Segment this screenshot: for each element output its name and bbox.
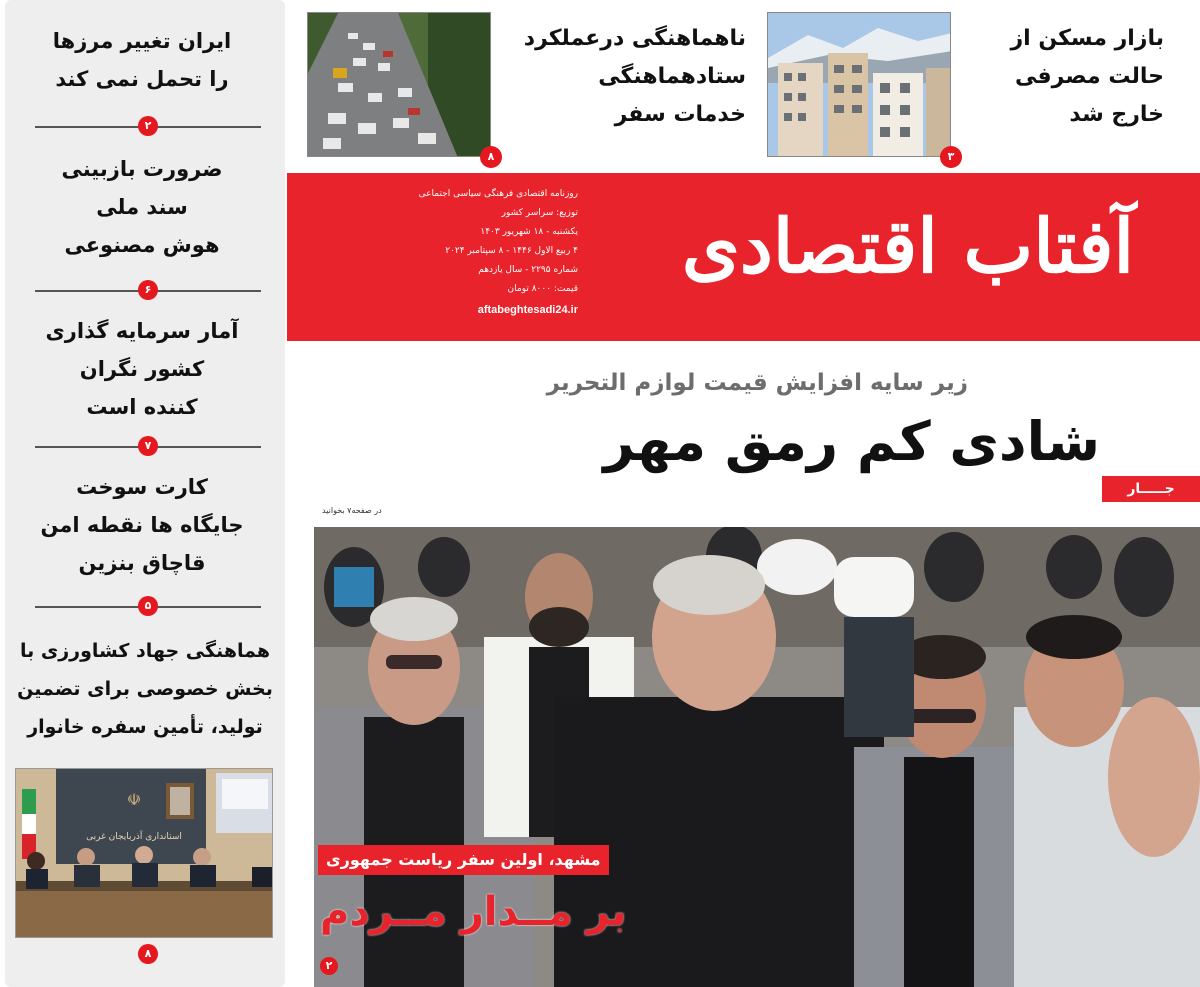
- top-teaser-travel[interactable]: ناهماهنگی درعملکرد ستادهماهنگی خدمات سفر: [523, 26, 746, 127]
- sidebar-headline-3[interactable]: آمار سرمایه گذاری کشور نگران کننده است: [45, 319, 239, 419]
- housing-thumbnail[interactable]: [767, 12, 951, 157]
- traffic-thumbnail[interactable]: [307, 12, 491, 157]
- sidebar-headline-5[interactable]: هماهنگی جهاد کشاورزی با بخش خصوصی برای تضمین تولید، تأمین سفره خانوار: [17, 640, 273, 738]
- meeting-photo-image: [16, 769, 273, 938]
- masthead-info-line: روزنامه اقتصادی فرهنگی سیاسی اجتماعی: [418, 189, 578, 199]
- masthead-info-line: شماره ۲۲۹۵ - سال یازدهم: [478, 265, 578, 275]
- page-badge: ۷: [138, 436, 158, 456]
- page-badge: ۸: [480, 146, 502, 168]
- page-badge: ۸: [138, 944, 158, 964]
- page-badge: ۲: [320, 957, 338, 975]
- masthead-info-line: قیمت: ۸۰۰۰ تومان: [507, 284, 578, 294]
- top-teaser-housing[interactable]: بازار مسکن از حالت مصرفی خارج شد: [1010, 26, 1164, 127]
- see-page-note[interactable]: در صفحه۷ بخوانید: [322, 506, 382, 515]
- page-badge: ۵: [138, 596, 158, 616]
- main-headline[interactable]: شادی کم رمق مهر: [603, 410, 1100, 473]
- masthead-info: [338, 185, 578, 321]
- sidebar: [5, 0, 285, 987]
- main-photo[interactable]: [314, 527, 1200, 987]
- masthead-website[interactable]: aftabeghtesadi24.ir: [477, 304, 578, 316]
- masthead-info-line: یکشنبه - ۱۸ شهریور ۱۴۰۳: [480, 227, 578, 237]
- meeting-photo[interactable]: [15, 768, 273, 938]
- sidebar-headline-1[interactable]: ایران تغییر مرزها را تحمل نمی کند: [52, 29, 232, 91]
- road-traffic-image: [308, 13, 491, 157]
- meeting-sign-text: استانداری آذربایجان غربی: [86, 832, 182, 842]
- masthead-info-line: توزیع: سراسر کشور: [501, 208, 578, 218]
- newspaper-logo[interactable]: آفتاب اقتصادی: [681, 204, 1134, 290]
- page-badge: ۶: [138, 280, 158, 300]
- sidebar-headline-2[interactable]: ضرورت بازبینی سند ملی هوش مصنوعی: [61, 157, 223, 257]
- masthead-info-line: ۴ ربیع الاول ۱۴۴۶ - ۸ سپتامبر ۲۰۲۴: [445, 246, 578, 256]
- section-tag[interactable]: جـــــار: [1102, 476, 1200, 502]
- sidebar-headline-4[interactable]: کارت سوخت جایگاه ها نقطه امن قاچاق بنزین: [40, 475, 244, 575]
- masthead: [287, 173, 1200, 341]
- page-badge: ۳: [940, 146, 962, 168]
- svg-text:☫: ☫: [126, 790, 142, 809]
- photo-kicker[interactable]: مشهد، اولین سفر ریاست جمهوری: [318, 845, 609, 875]
- page-badge: ۲: [138, 116, 158, 136]
- photo-headline[interactable]: بر مــدار مــردم: [320, 889, 627, 935]
- main-kicker: زیر سایه افزایش قیمت لوازم التحریر: [546, 370, 968, 396]
- city-buildings-image: [768, 13, 951, 157]
